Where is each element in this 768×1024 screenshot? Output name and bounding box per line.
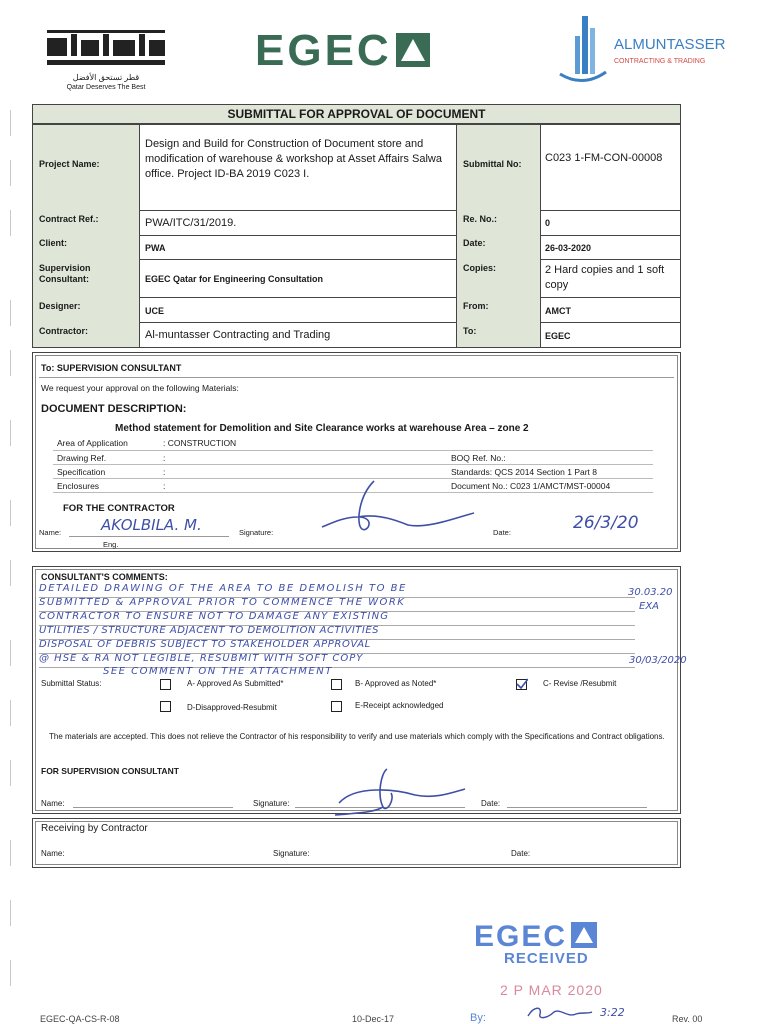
for-supervision-consultant: FOR SUPERVISION CONSULTANT [41, 766, 179, 776]
from-value: AMCT [545, 306, 571, 316]
consultant-date-label: Date: [481, 799, 501, 808]
status-a-label: A- Approved As Submitted* [187, 679, 284, 688]
standards: Standards: QCS 2014 Section 1 Part 8 [451, 467, 598, 477]
stamp-date: 2 P MAR 2020 [500, 982, 603, 998]
consultant-comments-section [32, 566, 687, 814]
receiving-name-label: Name: [41, 849, 65, 858]
re-no-value: 0 [545, 218, 551, 228]
designer-label: Designer: [39, 301, 81, 311]
comment-line-6: @ HSE & RA NOT LEGIBLE, RESUBMIT WITH SOFT COPY [39, 653, 364, 664]
almuntasser-tagline: CONTRACTING & TRADING [614, 58, 706, 65]
copies-label: Copies: [463, 263, 497, 273]
request-section [32, 352, 681, 552]
to-supervision-line: To: SUPERVISION CONSULTANT [41, 363, 182, 373]
status-d-checkbox[interactable] [160, 701, 171, 712]
date-value: 26-03-2020 [545, 243, 592, 253]
status-e-checkbox[interactable] [331, 701, 342, 712]
area-of-application-value: : CONSTRUCTION [163, 438, 237, 448]
receiving-heading: Receiving by Contractor [41, 823, 148, 834]
contractor-date-label: Date: [493, 528, 511, 537]
date-label: Date: [463, 238, 486, 248]
contract-ref-label: Contract Ref.: [39, 214, 99, 224]
status-e-label: E-Receipt acknowledged [355, 701, 444, 710]
tower-icon [558, 14, 608, 90]
submittal-no-label: Submittal No: [463, 159, 522, 169]
contractor-label: Contractor: [39, 326, 88, 336]
comment-side-date-1: 30.03.20 [628, 587, 673, 598]
method-statement: Method statement for Demolition and Site Clearance works at warehouse Area – zone 2 [115, 423, 529, 434]
status-b-label: B- Approved as Noted* [355, 679, 437, 688]
project-name-label: Project Name: [39, 159, 100, 169]
comment-line-7: SEE COMMENT ON THE ATTACHMENT [103, 666, 333, 677]
document-title-bar [32, 104, 681, 124]
client-label: Client: [39, 238, 67, 248]
receiving-date-label: Date: [511, 849, 531, 858]
document-no: Document No.: C023 1/AMCT/MST-00004 [451, 481, 611, 491]
acceptance-note: The materials are accepted. This does not relieve the Contractor of his responsibility to verify and use materials which comply with the Specifications and Contract obligations. [49, 732, 665, 741]
comment-line-3: CONTRACTOR TO ENSURE NOT TO DAMAGE ANY EXISTING [39, 611, 390, 622]
for-the-contractor: FOR THE CONTRACTOR [63, 503, 175, 514]
document-description-heading: DOCUMENT DESCRIPTION: [41, 403, 187, 415]
consultant-signature-icon [325, 763, 475, 823]
specification-colon: : [163, 467, 166, 477]
almuntasser-logo [558, 14, 726, 90]
contract-ref-value: PWA/ITC/31/2019. [145, 217, 237, 229]
consultant-signature-label: Signature: [253, 799, 290, 808]
designer-value: UCE [145, 306, 165, 316]
receiving-signature-label: Signature: [273, 849, 310, 858]
comment-line-2: SUBMITTED & APPROVAL PRIOR TO COMMENCE THE WORK [39, 597, 406, 608]
check-mark-icon [516, 678, 528, 690]
to-value: EGEC [545, 331, 571, 341]
comment-side-initials: EXA [639, 601, 660, 612]
egec-logo [255, 26, 430, 76]
enclosures-label: Enclosures [57, 481, 100, 491]
consultant-name-label: Name: [41, 799, 65, 808]
almuntasser-name: ALMUNTASSER [614, 36, 726, 53]
egec-logo-text: EGEC [255, 26, 392, 75]
document-title: SUBMITTAL FOR APPROVAL OF DOCUMENT [227, 107, 486, 121]
submittal-no-value: C023 1-FM-CON-00008 [545, 152, 663, 164]
stamp-received: RECEIVED [504, 950, 589, 967]
contractor-date-handwritten: 26/3/20 [573, 513, 639, 533]
project-table [32, 124, 681, 348]
supervision-consultant-value: EGEC Qatar for Engineering Consultation [145, 274, 324, 284]
status-c-checkbox[interactable] [516, 679, 527, 690]
stamp-initials-icon [524, 1004, 594, 1022]
qatar-logo [45, 28, 167, 91]
contractor-signature-icon [318, 477, 478, 537]
stamp-triangle-icon [571, 922, 597, 948]
egec-triangle-icon [396, 33, 430, 67]
status-d-label: D-Disapproved-Resubmit [187, 703, 277, 712]
contractor-name-handwritten: AKOLBILA. M. [101, 516, 202, 534]
submittal-status-label: Submittal Status: [41, 679, 102, 688]
contractor-value: Al-muntasser Contracting and Trading [145, 329, 331, 341]
qatar-logo-arabic: قطر تستحق الأفضل [72, 73, 140, 82]
area-of-application-label: Area of Application [57, 438, 128, 448]
to-label: To: [463, 326, 477, 336]
boq-ref: BOQ Ref. No.: [451, 453, 506, 463]
drawing-ref-colon: : [163, 453, 166, 463]
comment-line-1: DETAILED DRAWING OF THE AREA TO BE DEMOLISH TO BE [39, 583, 407, 594]
stamp-time: 3:22 [600, 1006, 625, 1019]
footer-date: 10-Dec-17 [352, 1014, 395, 1024]
comment-side-date-2: 30/03/2020 [629, 655, 687, 666]
received-stamp [470, 920, 650, 1024]
specification-label: Specification [57, 467, 106, 477]
receiving-section [32, 818, 681, 868]
stamp-by-label: By: [470, 1012, 486, 1024]
copies-value: 2 Hard copies and 1 soft copy [545, 264, 665, 291]
project-name-value: Design and Build for Construction of Document store and modification of warehouse & workshop at Asset Affairs Salwa office. Project ID-BA 2019 C023 I. [145, 138, 442, 180]
comment-line-4: UTILITIES / STRUCTURE ADJACENT TO DEMOLITION ACTIVITIES [39, 625, 380, 636]
status-c-label: C- Revise /Resubmit [543, 679, 617, 688]
binder-marks [6, 0, 18, 1024]
qatar-emblem-icon [45, 28, 167, 68]
qatar-logo-tagline: Qatar Deserves The Best [66, 84, 146, 91]
enclosures-colon: : [163, 481, 166, 491]
stamp-brand: EGEC [474, 920, 568, 953]
client-value: PWA [145, 243, 166, 253]
contractor-name-label: Name: [39, 528, 62, 537]
drawing-ref-label: Drawing Ref. [57, 453, 107, 463]
consultant-comments-heading: CONSULTANT'S COMMENTS: [41, 572, 168, 582]
contractor-signature-label: Signature: [239, 528, 274, 537]
status-b-checkbox[interactable] [331, 679, 342, 690]
comment-line-5: DISPOSAL OF DEBRIS SUBJECT TO STAKEHOLDER APPROVAL [39, 639, 371, 650]
footer-rev: Rev. 00 [672, 1014, 703, 1024]
status-a-checkbox[interactable] [160, 679, 171, 690]
re-no-label: Re. No.: [463, 214, 498, 224]
contractor-eng-label: Eng. [103, 540, 119, 549]
footer-code: EGEC-QA-CS-R-08 [40, 1014, 120, 1024]
request-line: We request your approval on the following Materials: [41, 383, 239, 393]
supervision-consultant-label: Supervision Consultant: [39, 263, 91, 284]
from-label: From: [463, 301, 489, 311]
